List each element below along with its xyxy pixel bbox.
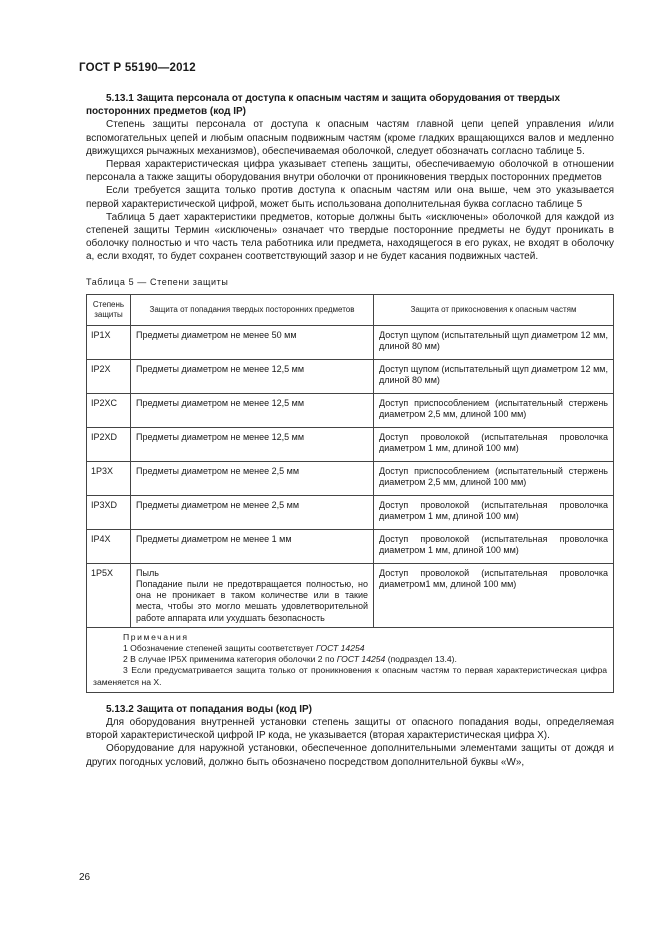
paragraph: Степень защиты персонала от доступа к опасным частям главной цепи цепей управления и/или вспомогательных цепей и любым опасным подвижным частям (кроме гладких вращающихся валов и медленно движущихся рычажных механизмов), обеспечиваемая оболочкой, следует обозначать согласно таблице 5. <box>86 119 614 157</box>
column-header-contact: Защита от прикосновения к опасным частям <box>374 294 614 325</box>
solid-objects-cell: Предметы диаметром не менее 50 мм <box>131 325 374 359</box>
paragraph: Первая характеристическая цифра указывает степень защиты, обеспечиваемую оболочкой в отношении персонала а также защиты оборудования внутри оболочки от проникновения твердых посторонних предметов <box>86 159 614 184</box>
contact-cell: Доступ приспособлением (испытательный стержень диаметром 2,5 мм, длиной 100 мм) <box>374 461 614 495</box>
contact-cell: Доступ щупом (испытательный щуп диаметром 12 мм, длиной 80 мм) <box>374 325 614 359</box>
degree-code: IP4X <box>87 529 131 563</box>
document-header: ГОСТ Р 55190—2012 <box>79 62 196 74</box>
table-row <box>87 461 614 495</box>
table-row <box>87 325 614 359</box>
table-caption: Таблица 5 — Степени защиты <box>86 276 229 287</box>
note-2-text: 2 В случае IP5X применима категория оболочки 2 по <box>123 654 337 665</box>
paragraph: Для оборудования внутренней установки степень защиты от опасного попадания воды, определяемая второй характеристической цифрой IP кода, не указывается (вторая характеристическая цифра X). <box>86 717 614 742</box>
table-row <box>87 359 614 393</box>
solid-objects-cell <box>131 563 374 627</box>
contact-cell: Доступ щупом (испытательный щуп диаметром 12 мм, длиной 80 мм) <box>374 359 614 393</box>
note-3: 3 Если предусматривается защита только от проникновения к опасным частям то первая характеристическая цифра заменяется на X. <box>93 665 607 687</box>
paragraph: Таблица 5 дает характеристики предметов, которые должны быть «исключены» оболочкой для каждой из степеней защиты Термин «исключены» означает что твердые посторонние предметы не будут проникать в оболочку полностью и что часть тела работника или предмета, находящегося в его руках, не входят в оболочку а, если входят, то будет сохранен соответствующий зазор и не будет касания подвижных частей. <box>86 211 614 263</box>
section-title-5-13-2: 5.13.2 Защита от попадания воды (код IP) <box>106 703 312 715</box>
solid-objects-cell: Предметы диаметром не менее 2,5 мм <box>131 495 374 529</box>
page-content <box>86 92 614 769</box>
note-2-suffix: (подраздел 13.4). <box>385 654 457 665</box>
contact-cell: Доступ проволокой (испытательная проволочка диаметром 1 мм, длиной 100 мм) <box>374 495 614 529</box>
degree-code: IP1X <box>87 325 131 359</box>
contact-cell: Доступ проволокой (испытательная проволочка диаметром 1 мм, длиной 100 мм) <box>374 529 614 563</box>
column-header-solid-objects: Защита от попадания твердых посторонних предметов <box>131 294 374 325</box>
solid-objects-cell: Предметы диаметром не менее 12,5 мм <box>131 393 374 427</box>
dust-label: Пыль <box>136 567 159 578</box>
table-row <box>87 393 614 427</box>
section-5-13-2 <box>86 703 614 769</box>
table-notes <box>87 627 614 692</box>
degree-code: IP2X <box>87 359 131 393</box>
note-2 <box>93 654 607 665</box>
solid-objects-cell: Предметы диаметром не менее 1 мм <box>131 529 374 563</box>
note-1-reference: ГОСТ 14254 <box>316 643 365 654</box>
table-row <box>87 563 614 627</box>
protection-degrees-table <box>86 294 614 693</box>
degree-code: 1P5X <box>87 563 131 627</box>
column-header-degree: Степень защиты <box>87 294 131 325</box>
table-row <box>87 495 614 529</box>
contact-cell: Доступ проволокой (испытательная проволочка диаметром 1 мм, длиной 100 мм) <box>374 427 614 461</box>
contact-cell: Доступ проволокой (испытательная проволочка диаметром1 мм, длиной 100 мм) <box>374 563 614 627</box>
degree-code: IP2XC <box>87 393 131 427</box>
degree-code: 1P3X <box>87 461 131 495</box>
paragraph: Оборудование для наружной установки, обеспеченное дополнительными элементами защиты от дождя и других погодных условий, должно быть обозначено посредством дополнительной буквы «W», <box>86 743 614 768</box>
dust-description: Попадание пыли не предотвращается полностью, но она не проникает в таком количестве или в такие места, чтобы это могло мешать удовлетворительной работе аппарата или ухудшать безопасность <box>136 579 368 623</box>
solid-objects-cell: Предметы диаметром не менее 12,5 мм <box>131 427 374 461</box>
degree-code: IP3XD <box>87 495 131 529</box>
note-1 <box>93 643 607 654</box>
solid-objects-cell: Предметы диаметром не менее 2,5 мм <box>131 461 374 495</box>
page-number: 26 <box>79 872 91 883</box>
note-2-reference: ГОСТ 14254 <box>336 654 386 665</box>
paragraph: Если требуется защита только против доступа к опасным частям или она выше, чем это указывается первой характеристической цифрой, может быть использована дополнительная буква согласно таблице 5 <box>86 185 614 210</box>
notes-title: Примечания <box>123 631 189 642</box>
solid-objects-cell: Предметы диаметром не менее 12,5 мм <box>131 359 374 393</box>
table-header-row <box>87 294 614 325</box>
section-title-5-13-1: 5.13.1 Защита персонала от доступа к опасным частям и защита оборудования от твердых посторонних предметов (код IP) <box>86 93 561 118</box>
degree-code: IP2XD <box>87 427 131 461</box>
table-row <box>87 529 614 563</box>
table-notes-row <box>87 627 614 692</box>
table-row <box>87 427 614 461</box>
note-1-text: 1 Обозначение степеней защиты соответствует <box>123 643 316 654</box>
contact-cell: Доступ приспособлением (испытательный стержень диаметром 2,5 мм, длиной 100 мм) <box>374 393 614 427</box>
